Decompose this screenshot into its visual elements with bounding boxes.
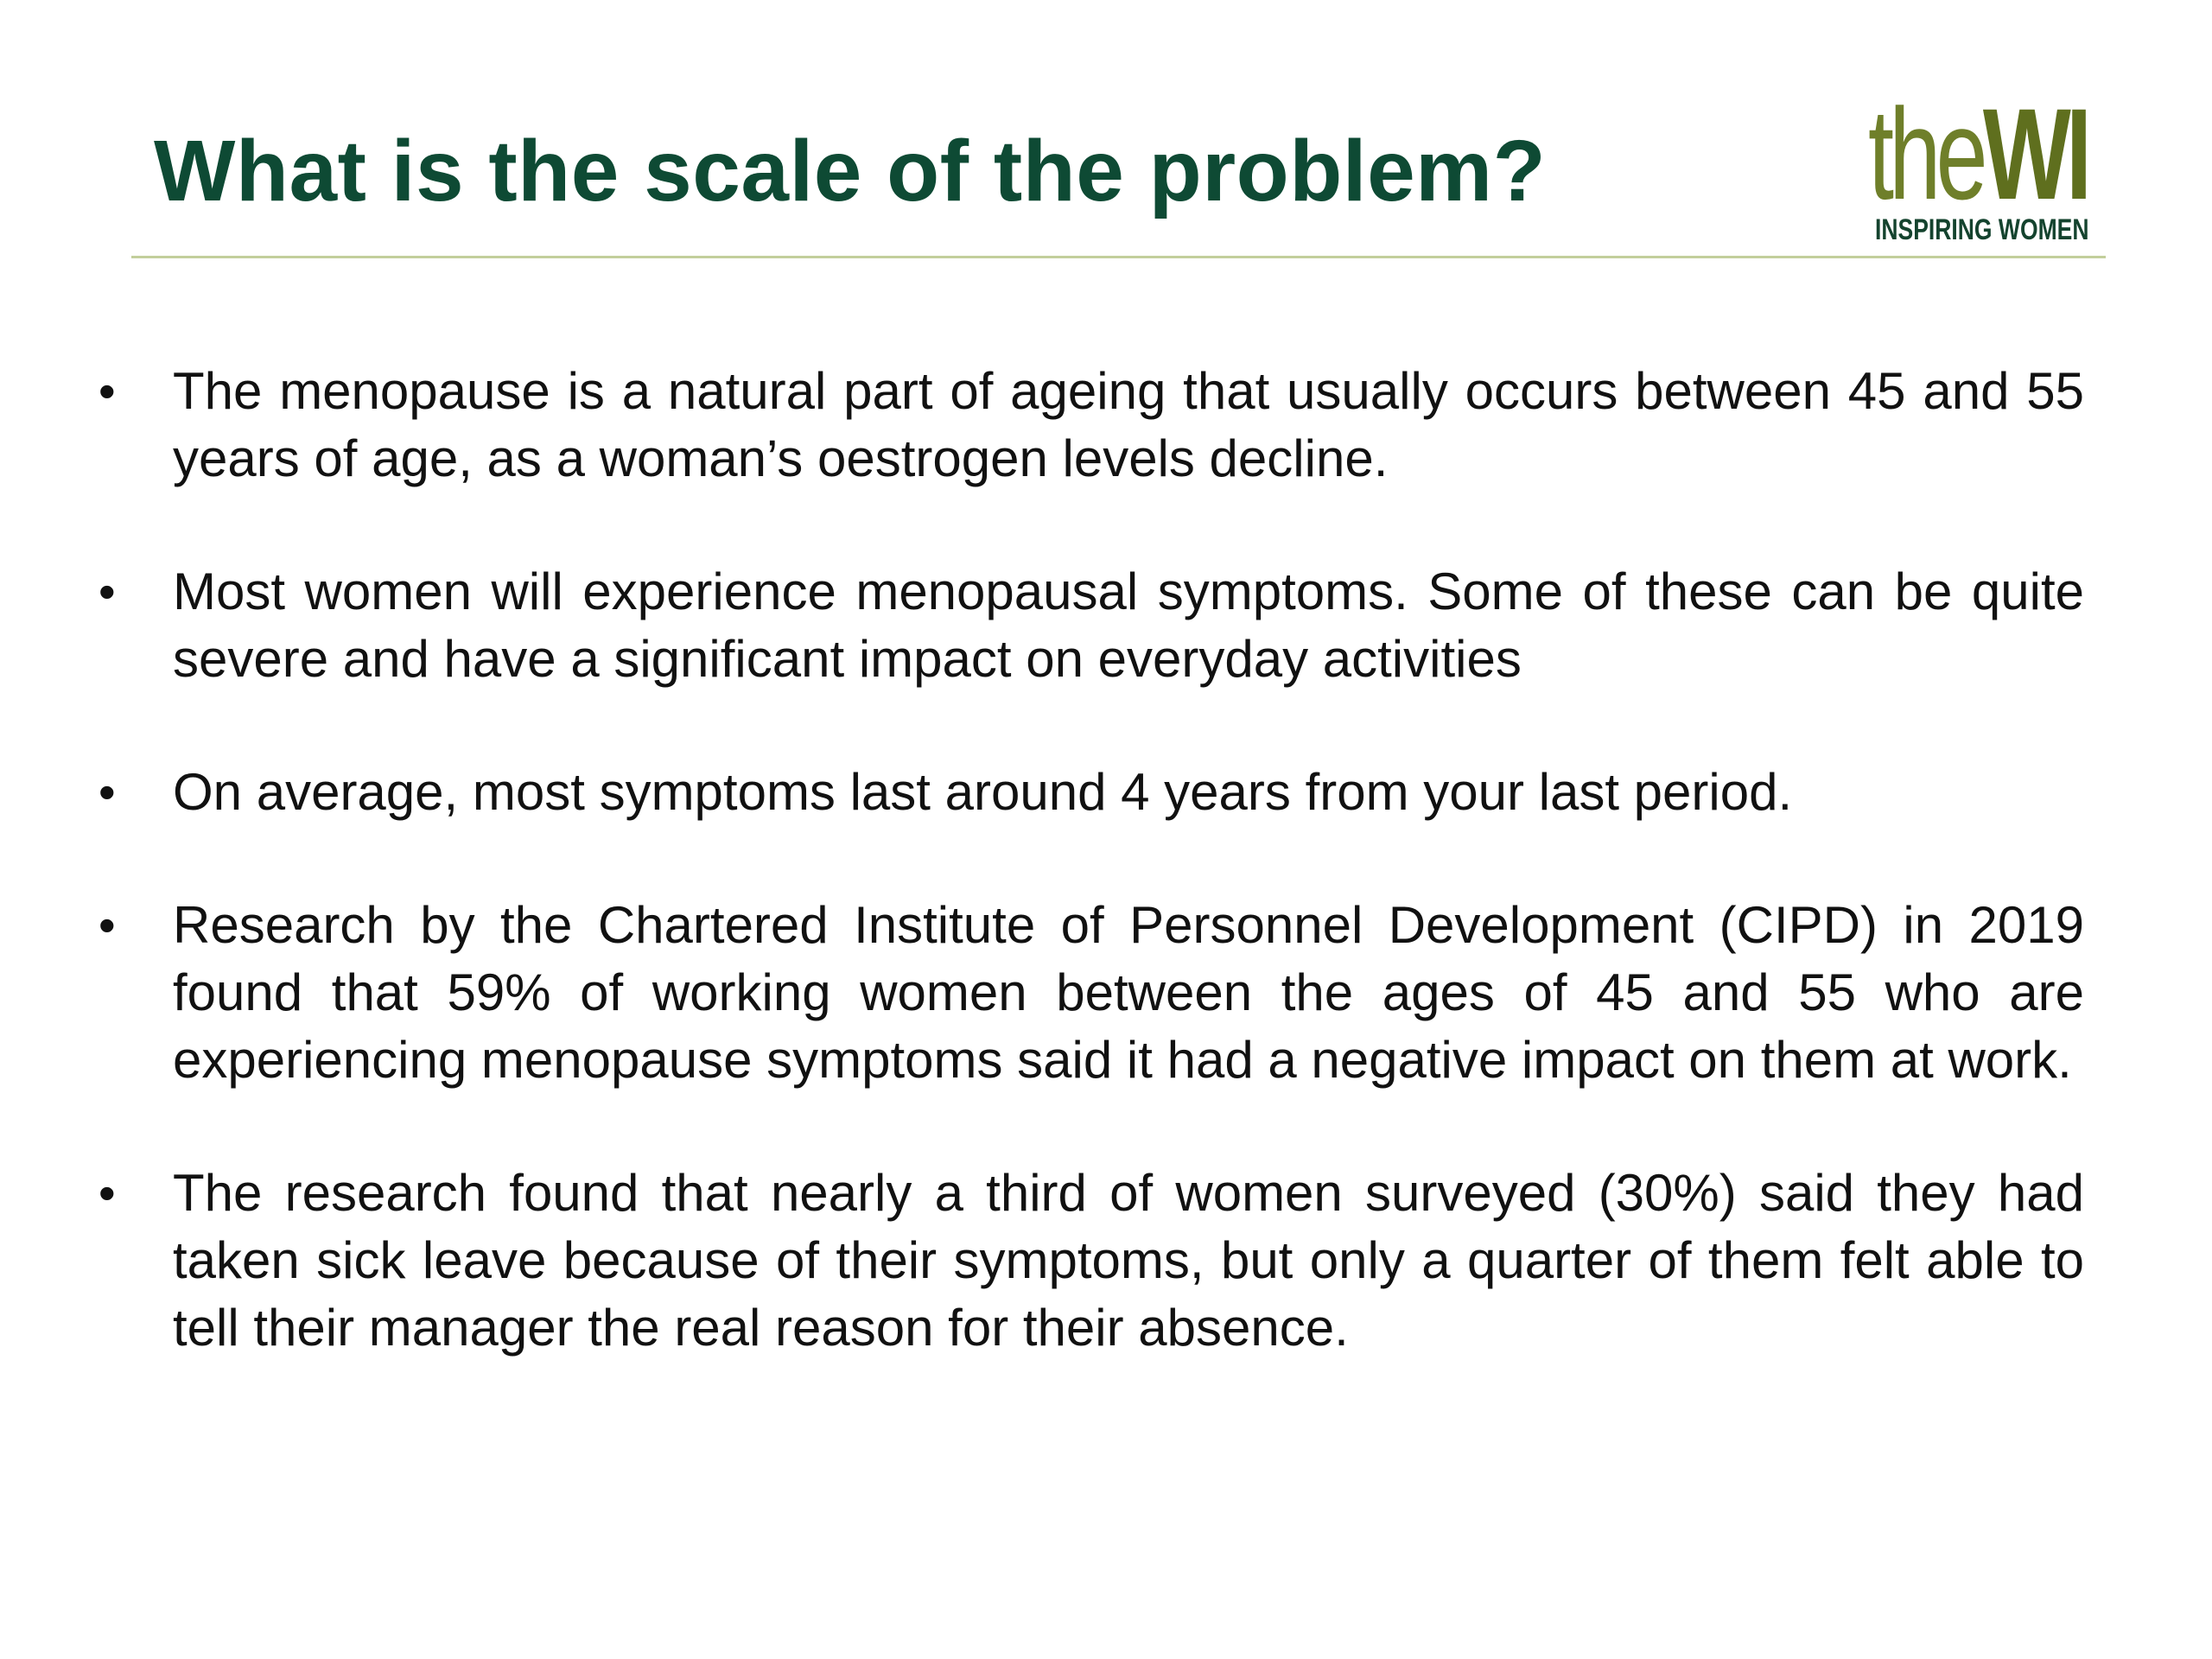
bullet-text: The research found that nearly a third of women surveyed (30%) said they had taken sick leave because of their symptoms, but only a quarter of them felt able to tell their manager the real reason for their absence. [173, 1164, 2084, 1357]
bullet-item [95, 1160, 2084, 1362]
bullet-point-icon: • [99, 564, 116, 619]
bullet-item [95, 358, 2084, 493]
slide-title: What is the scale of the problem? [154, 123, 1547, 219]
bullet-item [95, 892, 2084, 1094]
bullet-list [95, 358, 2084, 1427]
logo-wordmark [1868, 81, 2088, 226]
logo-wi: WI [1982, 81, 2088, 226]
bullet-point-icon: • [99, 765, 116, 819]
bullet-point-icon: • [99, 898, 116, 952]
wi-logo [1856, 81, 2094, 256]
bullet-text: Research by the Chartered Institute of Personnel Development (CIPD) in 2019 found that 59% of working women between the ages of 45 and 55 who are experiencing menopause symptoms said it had a negative impact on them at work. [173, 896, 2084, 1089]
logo-tagline: INSPIRING WOMEN [1875, 213, 2089, 246]
bullet-text: The menopause is a natural part of ageing that usually occurs between 45 and 55 years of age, as a woman’s oestrogen levels decline. [173, 362, 2084, 487]
title-divider [131, 256, 2106, 258]
bullet-text: On average, most symptoms last around 4 years from your last period. [173, 763, 1793, 821]
bullet-item [95, 558, 2084, 693]
bullet-point-icon: • [99, 364, 116, 418]
bullet-item [95, 759, 2084, 826]
bullet-point-icon: • [99, 1166, 116, 1220]
logo-the: the [1868, 81, 1983, 226]
bullet-text: Most women will experience menopausal symptoms. Some of these can be quite severe and have a significant impact on everyday activities [173, 563, 2084, 688]
